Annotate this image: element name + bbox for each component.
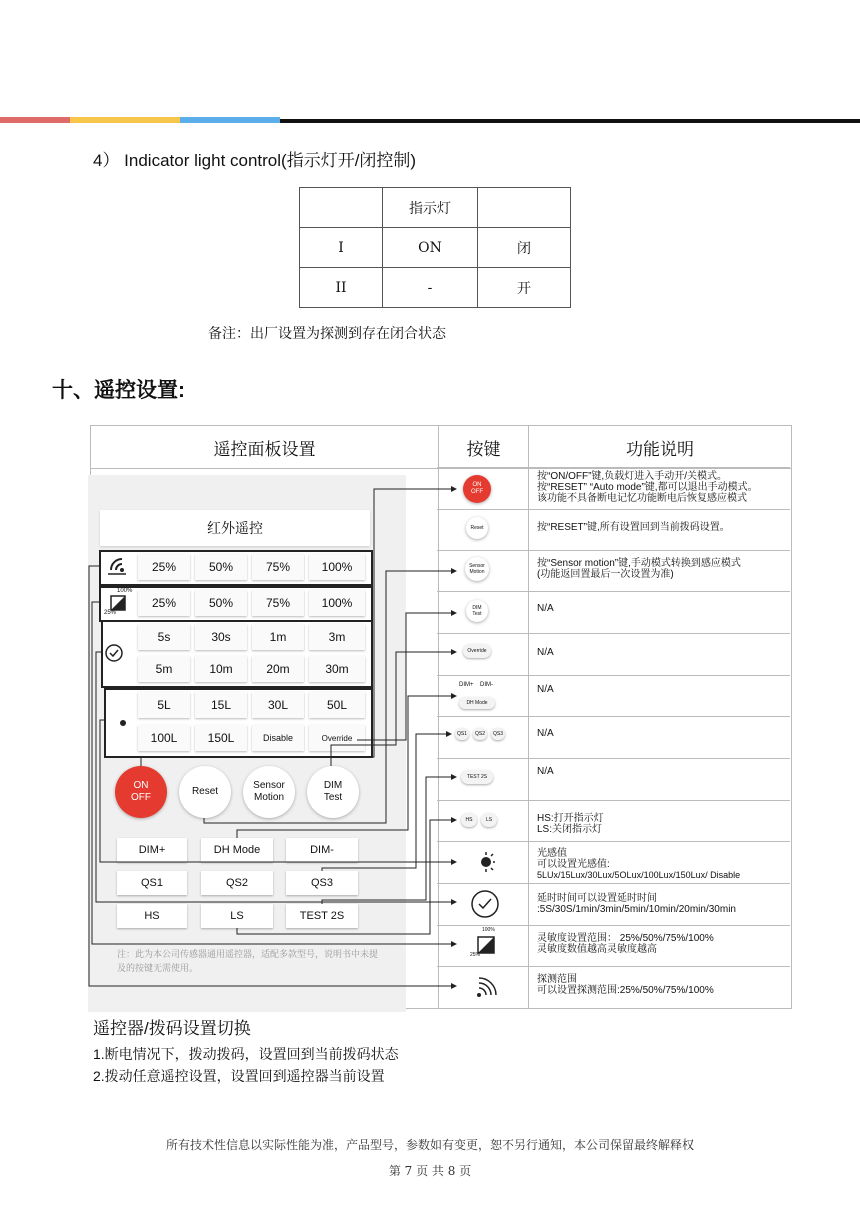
lux-30l-button[interactable]: 30L [252,692,304,718]
range-75-button[interactable]: 75% [252,554,304,580]
lux-override-button[interactable]: Override [309,725,365,751]
indicator-cell: II [300,268,383,308]
range-50-button[interactable]: 50% [195,554,247,580]
key-qs2-icon: QS2 [473,728,487,740]
lux-50l-button[interactable]: 50L [309,692,365,718]
indicator-cell: I [300,228,383,268]
dim-plus-button[interactable]: DIM+ [117,838,187,862]
func-line: 5LUx/15Lux/30Lux/5OLux/100Lux/150Lux/ Disable [537,869,741,880]
sens-top-label: 100% [117,588,133,594]
sens-25-button[interactable]: 25% [138,590,190,616]
func-override: N/A [537,647,554,658]
indicator-cell: 开 [478,268,571,308]
key-sens-top: 100% [482,927,495,933]
onoff-label-1: ON [133,780,149,791]
onoff-label-2: OFF [131,792,151,803]
func-line: LS:关闭指示灯 [537,823,603,835]
func-dim: N/A [537,603,554,614]
func-line: HS:打开指示灯 [537,813,604,824]
sens-75-button[interactable]: 75% [252,590,304,616]
key-dim-label-2: Test [472,611,482,617]
key-test-icon: TEST 2S [461,770,493,784]
ls-button[interactable]: LS [201,904,273,928]
key-dhmode-icon: DH Mode [459,697,495,709]
func-line: 光感值 [537,848,567,859]
lux-disable-button[interactable]: Disable [252,725,304,751]
switch-line-2: 2.拨动任意遥控设置，设置回到遥控器当前设置 [93,1068,385,1084]
lux-150l-button[interactable]: 150L [195,725,247,751]
key-sens-bottom: 25% [470,952,481,958]
func-line: 灵敏度数值越高灵敏度越高 [537,943,657,955]
func-line: 按“RESET” “Auto mode”键,都可以退出手动模式。 [537,481,758,493]
key-dimplus-label: DIM+ [459,682,474,688]
qs1-button[interactable]: QS1 [117,871,187,895]
lux-100l-button[interactable]: 100L [138,725,190,751]
time-5s-button[interactable]: 5s [138,624,190,650]
key-qs1-icon: QS1 [455,728,469,740]
time-20m-button[interactable]: 20m [252,656,304,682]
sens-bottom-label: 25% [104,610,117,616]
func-header: 功能说明 [529,426,791,469]
func-line: 灵敏度设置范围： 25%/50%/75%/100% [537,933,714,944]
func-dimmode: N/A [537,684,554,695]
range-25-button[interactable]: 25% [138,554,190,580]
key-onoff-label-2: OFF [471,489,483,495]
range-100-button[interactable]: 100% [309,554,365,580]
dh-mode-button[interactable]: DH Mode [201,838,273,862]
qs2-button[interactable]: QS2 [201,871,273,895]
func-reset: 按“RESET”键,所有设置回到当前拨码设置。 [537,522,730,533]
remote-title: 红外遥控 [100,510,370,546]
lux-15l-button[interactable]: 15L [195,692,247,718]
hs-button[interactable]: HS [117,904,187,928]
dim-minus-button[interactable]: DIM- [286,838,358,862]
key-reset-icon: Reset [466,517,488,539]
sensor-label-1: Sensor [253,780,285,791]
time-3m-button[interactable]: 3m [309,624,365,650]
time-1m-button[interactable]: 1m [252,624,304,650]
sens-50-button[interactable]: 50% [195,590,247,616]
remote-note: 注：此为本公司传感器通用遥控器，适配多款型号，说明书中未提及的按键无需使用。 [117,949,379,973]
remote-section-title: 十、遥控设置: [52,379,185,402]
indicator-cell: - [383,268,478,308]
indicator-note: 备注：出厂设置为探测到存在闭合状态 [208,325,446,341]
indicator-section-title: 4） Indicator light control(指示灯开/闭控制) [93,151,417,170]
time-30s-button[interactable]: 30s [195,624,247,650]
key-sensor-label-1: Sensor [469,563,485,569]
time-30m-button[interactable]: 30m [309,656,365,682]
dim-label-2: Test [323,792,343,803]
func-test: N/A [537,766,554,777]
test2s-button[interactable]: TEST 2S [286,904,358,928]
func-line: (功能返回置最后一次设置为准) [537,568,674,580]
key-override-icon: Override [463,644,491,658]
dim-label-1: DIM [323,780,343,791]
footer-disclaimer: 所有技术性信息以实际性能为准，产品型号，参数如有变更，恕不另行通知，本公司保留最终解释权 [165,1138,694,1152]
func-line: 可以设置光感值: [537,858,610,870]
indicator-cell: 闭 [478,228,571,268]
footer-page-number: 第 7 页 共 8 页 [388,1164,472,1178]
time-10m-button[interactable]: 10m [195,656,247,682]
func-line: 可以设置探测范围:25%/50%/75%/100% [537,984,714,996]
key-header: 按键 [439,426,528,469]
key-qs3-icon: QS3 [491,728,505,740]
func-line: :5S/30S/1min/3min/5min/10min/20min/30min [537,903,736,915]
key-hs-icon: HS [461,813,477,827]
panel-header: 遥控面板设置 [91,426,438,469]
key-sensor-label-2: Motion [469,569,485,575]
key-ls-icon: LS [481,813,497,827]
indicator-header-cell: 指示灯 [383,188,478,228]
func-line: 按“ON/OFF”键,负载灯进入手动开/关模式。 [537,471,727,482]
sensor-label-2: Motion [253,792,284,803]
key-dim-label-1: DIM [472,605,482,611]
qs3-button[interactable]: QS3 [286,871,358,895]
key-onoff-label-1: ON [472,481,482,488]
func-qs: N/A [537,728,554,739]
key-dimminus-label: DIM- [480,682,493,688]
lux-5l-button[interactable]: 5L [138,692,190,718]
func-line: 探测范围 [537,974,577,985]
func-line: 该功能不具备断电记忆功能断电后恢复感应模式 [537,492,747,504]
switch-line-1: 1.断电情况下，拨动拨码，设置回到当前拨码状态 [93,1046,399,1062]
reset-button[interactable]: Reset [179,766,231,818]
time-5m-button[interactable]: 5m [138,656,190,682]
sens-100-button[interactable]: 100% [309,590,365,616]
func-line: 延时时间可以设置延时时间 [537,893,657,904]
indicator-cell: ON [383,228,478,268]
switch-title: 遥控器/拨码设置切换 [93,1019,251,1038]
func-line: 按“Sensor motion”键,手动模式转换到感应模式 [537,558,741,569]
